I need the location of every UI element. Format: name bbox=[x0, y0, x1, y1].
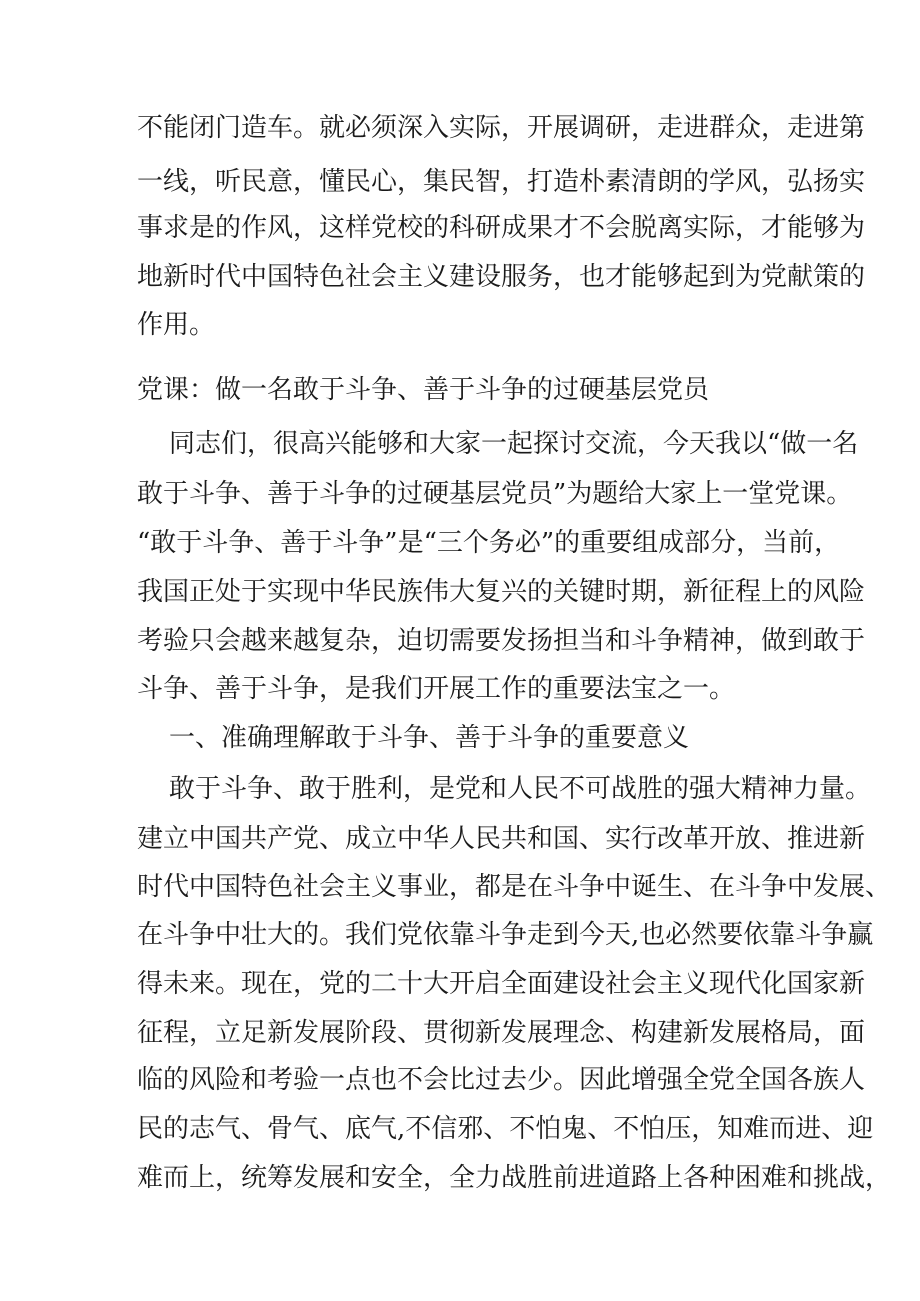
intro-paragraph-line-2: 一线，听民意，懂民心，集民智，打造朴素清朗的学风，弘扬实 bbox=[137, 167, 866, 197]
section-paragraph-line-9: 难而上，统筹发展和安全，全力战胜前进道路上各种困难和挑战， bbox=[137, 1163, 892, 1193]
intro-paragraph-line-4: 地新时代中国特色社会主义建设服务，也才能够起到为党献策的 bbox=[137, 262, 866, 292]
opening-paragraph-line-2: 敢于斗争、善于斗争的过硬基层党员”为题给大家上一堂党课。 bbox=[137, 479, 853, 509]
section-paragraph-line-6: 征程，立足新发展阶段、贯彻新发展理念、构建新发展格局，面 bbox=[137, 1018, 866, 1048]
intro-paragraph-line-5: 作用。 bbox=[137, 310, 216, 340]
section-paragraph-line-5: 得未来。现在，党的二十大开启全面建设社会主义现代化国家新 bbox=[137, 969, 866, 999]
section-paragraph-line-7: 临的风险和考验一点也不会比过去少。因此增强全党全国各族人 bbox=[137, 1065, 866, 1095]
opening-paragraph-line-3: “敢于斗争、善于斗争”是“三个务必”的重要组成部分，当前， bbox=[137, 528, 841, 558]
opening-paragraph-line-1: 同志们，很高兴能够和大家一起探讨交流，今天我以“做一名 bbox=[169, 429, 859, 459]
section-paragraph-line-4: 在斗争中壮大的。我们党依靠斗争走到今天,也必然要依靠斗争赢 bbox=[137, 920, 874, 950]
intro-paragraph-line-1: 不能闭门造车。就必须深入实际，开展调研，走进群众，走进第 bbox=[137, 113, 866, 143]
opening-paragraph-line-6: 斗争、善于斗争，是我们开展工作的重要法宝之一。 bbox=[137, 674, 736, 704]
section-paragraph-line-1: 敢于斗争、敢于胜利，是党和人民不可战胜的强大精神力量。 bbox=[169, 774, 872, 804]
intro-paragraph-line-3: 事求是的作风，这样党校的科研成果才不会脱离实际，才能够为 bbox=[137, 213, 866, 243]
section-paragraph-line-3: 时代中国特色社会主义事业，都是在斗争中诞生、在斗争中发展、 bbox=[137, 872, 892, 902]
section-paragraph-line-8: 民的志气、骨气、底气,不信邪、不怕鬼、不怕压，知难而进、迎 bbox=[137, 1114, 874, 1144]
section-heading: 一、准确理解敢于斗争、善于斗争的重要意义 bbox=[169, 723, 690, 753]
lecture-title: 党课：做一名敢于斗争、善于斗争的过硬基层党员 bbox=[137, 375, 710, 405]
section-paragraph-line-2: 建立中国共产党、成立中华人民共和国、实行改革开放、推进新 bbox=[137, 824, 866, 854]
opening-paragraph-line-5: 考验只会越来越复杂，迫切需要发扬担当和斗争精神，做到敢于 bbox=[137, 626, 866, 656]
opening-paragraph-line-4: 我国正处于实现中华民族伟大复兴的关键时期，新征程上的风险 bbox=[137, 577, 866, 607]
